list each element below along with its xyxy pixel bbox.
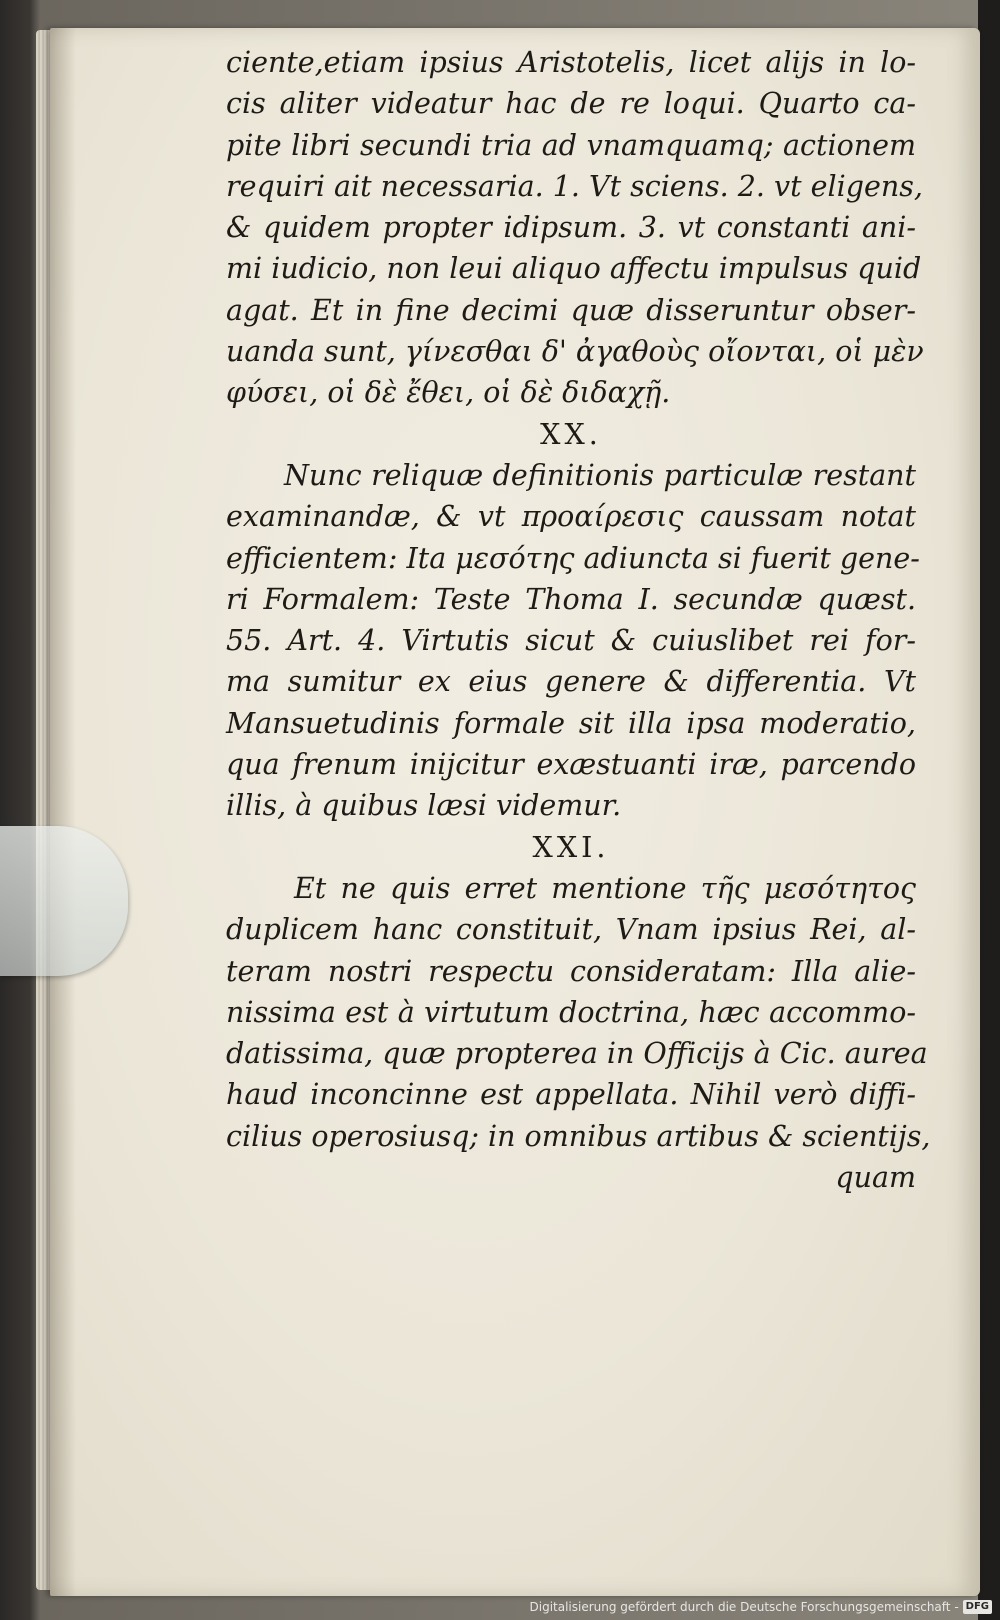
- text-line: datissima, quæ propterea in Officijs à Cic. aurea: [226, 1037, 928, 1071]
- text-line: examinandæ, & vt προαίρεσις caussam notat: [226, 500, 916, 534]
- text-line: mi iudicio, non leui aliquo affectu impulsus quid: [226, 252, 922, 286]
- scan-backdrop: [978, 0, 1000, 1620]
- text-line: ri Formalem: Teste Thoma I. secundæ quæst.: [226, 582, 916, 616]
- text-line: efficientem: Ita μεσότης adiuncta si fuerit gene-: [226, 541, 920, 575]
- section-heading-xxi: XXI.: [532, 830, 610, 864]
- text-line: & quidem propter idipsum. 3. vt constanti ani-: [226, 211, 916, 245]
- credit-text: Digitalisierung gefördert durch die Deutsche Forschungsgemeinschaft -: [529, 1600, 959, 1614]
- text-line: pite libri secundi tria ad vnamquamq; actionem: [226, 128, 916, 162]
- text-line: cis aliter videatur hac de re loqui. Quarto ca-: [226, 87, 916, 121]
- page-gutter-shadow: [50, 28, 76, 1596]
- text-line: Mansuetudinis formale sit illa ipsa moderatio,: [226, 706, 916, 740]
- text-line: Nunc reliquæ definitionis particulæ restant: [284, 458, 916, 492]
- text-line: illis, à quibus læsi videmur.: [226, 789, 622, 823]
- dfg-logo: DFG: [963, 1600, 992, 1614]
- page-text-block: [226, 42, 931, 1198]
- text-line: cilius operosiusq; in omnibus artibus & scientijs,: [226, 1119, 931, 1153]
- section-heading-xx: XX.: [540, 417, 602, 451]
- text-line: requiri ait necessaria. 1. Vt sciens. 2. vt eligens,: [226, 169, 923, 203]
- page-clip: [0, 826, 128, 976]
- text-line: uanda sunt, γίνεσθαι δ' ἀγαθοὺς οἴονται, οἱ μὲν: [226, 335, 924, 369]
- text-line: teram nostri respectu consideratam: Illa alie-: [226, 954, 916, 988]
- text-line: φύσει, οἱ δὲ ἔθει, οἱ δὲ διδαχῇ.: [226, 376, 671, 410]
- text-line: 55. Art. 4. Virtutis sicut & cuiuslibet rei for-: [226, 624, 916, 658]
- text-line: Et ne quis erret mentione τῆς μεσότητος: [294, 871, 916, 905]
- text-line: nissima est à virtutum doctrina, hæc accommo-: [226, 995, 916, 1029]
- text-line: haud inconcinne est appellata. Nihil verò diffi-: [226, 1078, 916, 1112]
- text-line: qua frenum inijcitur exæstuanti iræ, parcendo: [226, 748, 916, 782]
- digitization-credit: [530, 1598, 993, 1616]
- text-line: ma sumitur ex eius genere & differentia. Vt: [226, 665, 916, 699]
- catchword: quam: [835, 1161, 916, 1195]
- text-line: duplicem hanc constituit, Vnam ipsius Rei, al-: [226, 913, 916, 947]
- text-line: agat. Et in fine decimi quæ disseruntur obser-: [226, 293, 916, 327]
- text-line: ciente,etiam ipsius Aristotelis, licet alijs in lo-: [226, 46, 916, 79]
